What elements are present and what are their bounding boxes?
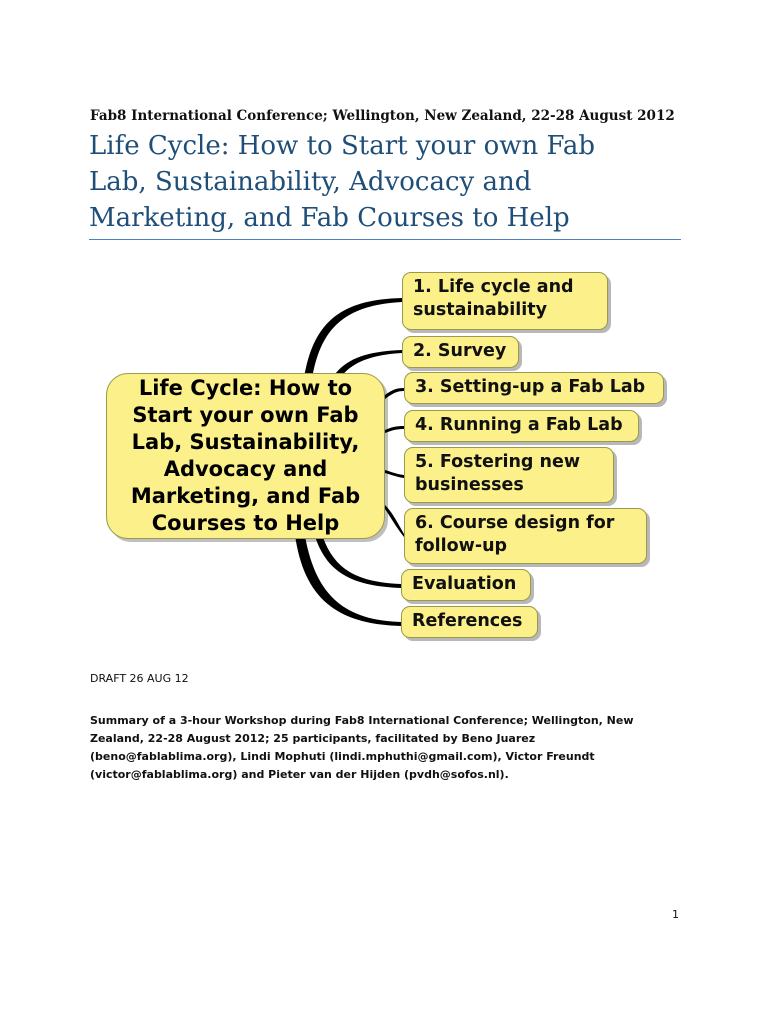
central-topic-node: Life Cycle: How to Start your own Fab Lab, Sustainability, Advocacy and Marketing, and Fab Courses to Help — [106, 373, 385, 539]
connector-6 — [385, 505, 404, 537]
connector-4 — [385, 426, 404, 433]
branch-evaluation: Evaluation — [401, 569, 531, 601]
draft-date: DRAFT 26 AUG 12 — [90, 672, 189, 685]
branch-life-cycle-sustainability: 1. Life cycle and sustainability — [402, 272, 608, 330]
connector-3 — [385, 388, 404, 399]
branch-survey: 2. Survey — [402, 336, 519, 368]
document-title: Life Cycle: How to Start your own Fab Lab, Sustainability, Advocacy and Marketing, and Fab Courses to Help — [89, 131, 595, 233]
branch-fostering-new-businesses: 5. Fostering new businesses — [404, 447, 614, 503]
branch-running-fab-lab: 4. Running a Fab Lab — [404, 410, 639, 442]
page-number: 1 — [672, 908, 679, 921]
connector-5 — [385, 470, 404, 478]
conference-line: Fab8 International Conference; Wellington, New Zealand, 22-28 August 2012 — [90, 108, 675, 124]
branch-setting-up-fab-lab: 3. Setting-up a Fab Lab — [404, 372, 664, 404]
workshop-summary: Summary of a 3-hour Workshop during Fab8 International Conference; Wellington, New Zealand, 22-28 August 2012; 25 participants, facilitated by Beno Juarez (beno@fablablima.org), Lindi Mophuti (lindi.mphuthi@gmail.com), Victor Freundt (victor@fablablima.org) and Pieter van der Hijden (pvdh@sofos.nl). — [90, 714, 634, 781]
branch-course-design-follow-up: 6. Course design for follow-up — [404, 508, 647, 564]
branch-references: References — [401, 606, 538, 638]
